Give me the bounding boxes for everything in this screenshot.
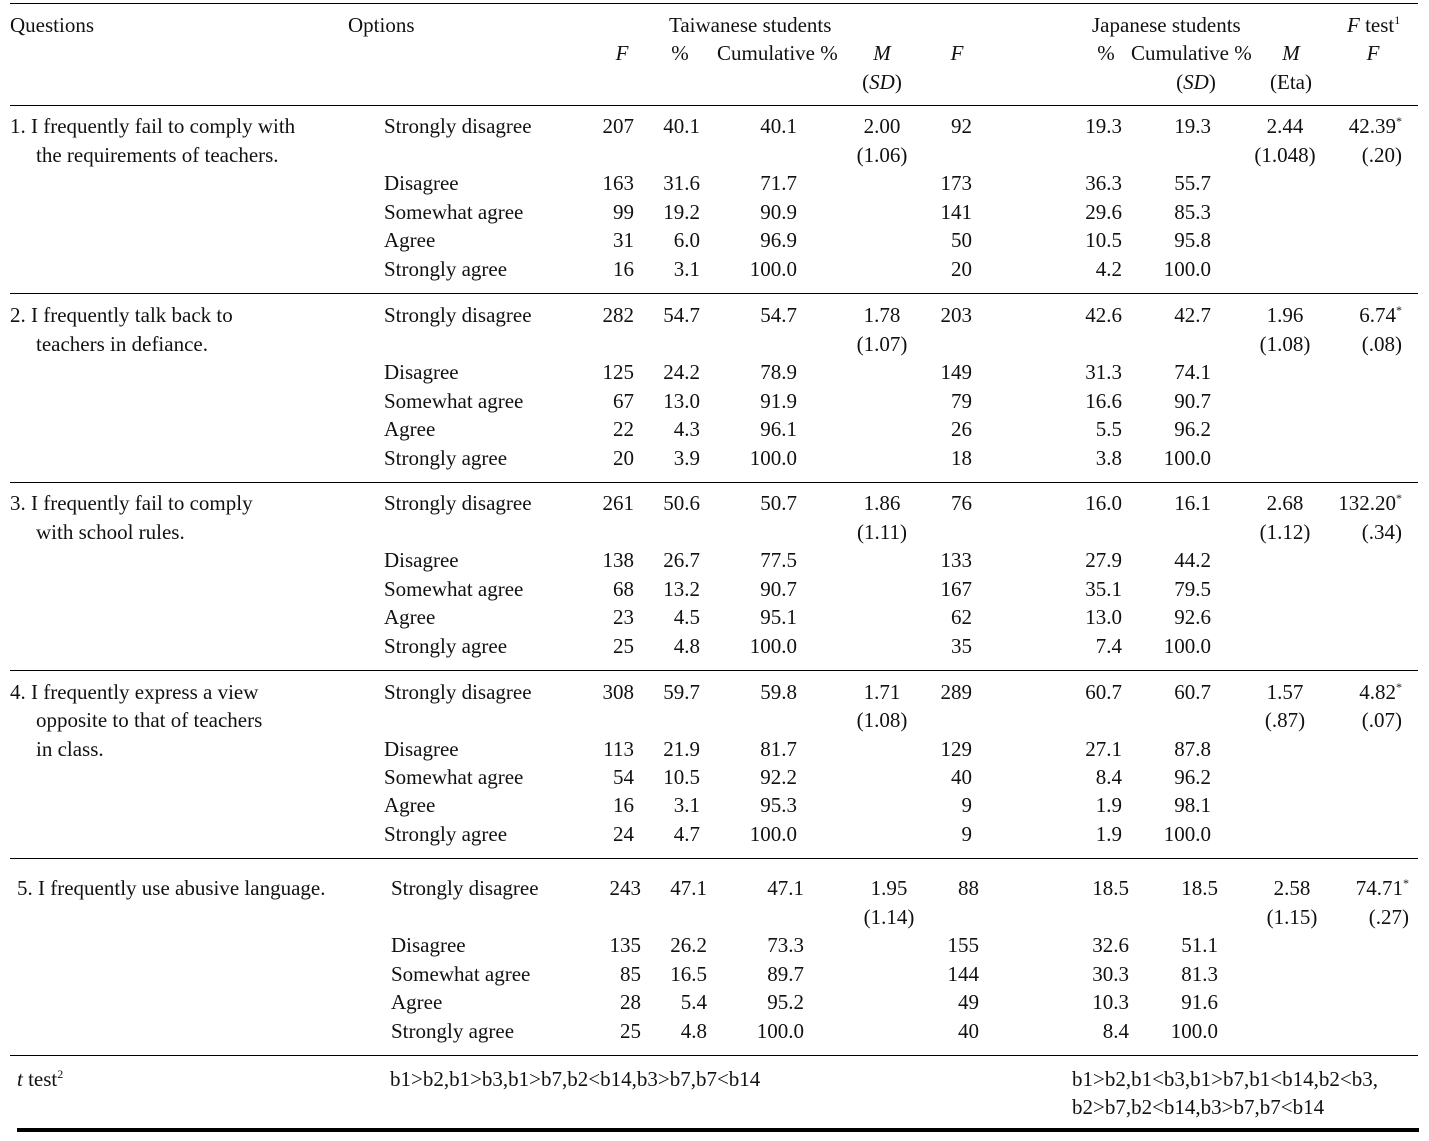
question-text: in class. (36, 736, 104, 761)
jp-frequency: 88 (958, 876, 979, 900)
t-test-taiwanese: b1>b2,b1>b3,b1>b7,b2<b14,b3>b7,b7<b14 (390, 1067, 761, 1091)
option-label: Somewhat agree (391, 961, 531, 986)
f-number: 4.82 (1359, 680, 1396, 704)
question-text: opposite to that of teachers (36, 708, 263, 733)
jp-cumulative: 42.7 (1174, 303, 1211, 327)
significance-star: * (1396, 303, 1402, 317)
option-label: Agree (384, 228, 436, 253)
header-tw-pct: % (671, 41, 689, 65)
tw-frequency: 67 (613, 388, 634, 413)
jp-percent: 1.9 (1095, 821, 1122, 846)
option-label: Agree (384, 605, 436, 630)
jp-cumulative: 19.3 (1174, 114, 1211, 138)
tw-cumulative: 96.9 (760, 228, 797, 253)
f-test-word: test (1359, 13, 1395, 37)
jp-cumulative: 87.8 (1174, 736, 1211, 761)
jp-percent: 35.1 (1085, 576, 1122, 601)
tw-frequency: 28 (620, 990, 641, 1015)
jp-cumulative: 96.2 (1174, 417, 1211, 442)
tw-cumulative: 91.9 (760, 388, 797, 413)
tw-cumulative: 95.2 (767, 990, 804, 1015)
jp-percent: 30.3 (1092, 961, 1129, 986)
f-test-letter: F (1347, 13, 1360, 37)
option-label: Strongly disagree (391, 876, 539, 900)
tw-percent: 40.1 (663, 114, 700, 138)
tw-cumulative: 95.3 (760, 793, 797, 818)
jp-frequency: 76 (951, 491, 972, 515)
question-text: 2. I frequently talk back to (10, 303, 233, 327)
option-label: Strongly disagree (384, 680, 532, 704)
t-test-letter: t (17, 1067, 23, 1091)
jp-cumulative: 90.7 (1174, 388, 1211, 413)
section-rule (10, 670, 1418, 671)
jp-cumulative: 91.6 (1181, 990, 1218, 1015)
tw-frequency: 261 (602, 491, 634, 515)
header-eta: (Eta) (1270, 70, 1312, 94)
tw-percent: 21.9 (663, 736, 700, 761)
jp-frequency: 49 (958, 990, 979, 1015)
eta-value: (.20) (1361, 142, 1402, 167)
jp-cumulative: 85.3 (1174, 199, 1211, 224)
t-test-footnote: 2 (57, 1067, 64, 1081)
question-text: 5. I frequently use abusive language. (17, 876, 326, 900)
tw-frequency: 308 (602, 680, 634, 704)
jp-cumulative: 95.8 (1174, 228, 1211, 253)
jp-percent: 13.0 (1085, 605, 1122, 630)
tw-percent: 5.4 (680, 990, 707, 1015)
jp-percent: 31.3 (1085, 360, 1122, 385)
significance-star: * (1396, 680, 1402, 694)
tw-frequency: 138 (602, 548, 634, 573)
tw-percent: 24.2 (663, 360, 700, 385)
header-f-test (1347, 15, 1400, 36)
t-test-label (17, 1069, 63, 1090)
tw-percent: 16.5 (670, 961, 707, 986)
option-label: Disagree (384, 548, 459, 573)
tw-percent: 13.2 (663, 576, 700, 601)
tw-frequency: 16 (613, 257, 634, 281)
jp-frequency: 167 (940, 576, 972, 601)
jp-percent: 60.7 (1085, 680, 1122, 704)
t-test-word: test (22, 1067, 58, 1091)
header-jp-m: M (1282, 41, 1300, 65)
tw-mean: 1.86 (863, 491, 901, 515)
tw-percent: 26.7 (663, 548, 700, 573)
option-label: Strongly disagree (384, 114, 532, 138)
question-text: the requirements of teachers. (36, 142, 279, 167)
jp-frequency: 40 (958, 1019, 979, 1043)
jp-percent: 16.6 (1085, 388, 1122, 413)
tw-percent: 3.1 (673, 793, 700, 818)
tw-sd: (1.14) (863, 904, 915, 929)
jp-cumulative: 60.7 (1174, 680, 1211, 704)
jp-percent: 36.3 (1085, 171, 1122, 196)
tw-cumulative: 73.3 (767, 933, 804, 958)
tw-sd: (1.11) (857, 519, 907, 544)
option-label: Somewhat agree (384, 764, 524, 789)
tw-percent: 4.8 (673, 634, 700, 658)
tw-cumulative: 90.7 (760, 576, 797, 601)
tw-percent: 4.5 (673, 605, 700, 630)
tw-cumulative: 59.8 (760, 680, 797, 704)
jp-frequency: 144 (947, 961, 979, 986)
tw-cumulative: 77.5 (760, 548, 797, 573)
tw-cumulative: 100.0 (756, 1019, 804, 1043)
jp-percent: 3.8 (1095, 446, 1122, 470)
jp-cumulative: 92.6 (1174, 605, 1211, 630)
question-text: with school rules. (36, 519, 185, 544)
footer-rule (10, 1055, 1418, 1056)
question-text: 4. I frequently express a view (10, 680, 259, 704)
tw-frequency: 282 (602, 303, 634, 327)
header-jp-pct: % (1097, 41, 1115, 65)
jp-percent: 16.0 (1085, 491, 1122, 515)
tw-frequency: 163 (602, 171, 634, 196)
jp-cumulative: 55.7 (1174, 171, 1211, 196)
jp-percent: 27.9 (1085, 548, 1122, 573)
jp-mean: 2.44 (1266, 114, 1304, 138)
jp-frequency: 9 (961, 821, 972, 846)
option-label: Strongly agree (384, 821, 508, 846)
tw-cumulative: 78.9 (760, 360, 797, 385)
header-taiwanese-students: Taiwanese students (669, 13, 832, 37)
jp-mean: 1.57 (1266, 680, 1304, 704)
tw-percent: 26.2 (670, 933, 707, 958)
option-label: Somewhat agree (384, 199, 524, 224)
jp-frequency: 289 (940, 680, 972, 704)
jp-frequency: 203 (940, 303, 972, 327)
jp-sd: (1.12) (1259, 519, 1311, 544)
option-label: Strongly agree (391, 1019, 515, 1043)
option-label: Disagree (391, 933, 466, 958)
section-rule (10, 482, 1418, 483)
header-tw-f: F (615, 41, 629, 65)
jp-percent: 10.5 (1085, 228, 1122, 253)
header-tw-cumulative: Cumulative % (717, 41, 838, 65)
tw-cumulative: 100.0 (749, 634, 797, 658)
tw-frequency: 16 (613, 793, 634, 818)
tw-sd: (1.07) (856, 331, 908, 356)
header-tw-m: M (873, 41, 891, 65)
jp-frequency: 133 (940, 548, 972, 573)
header-rule (10, 105, 1418, 106)
jp-cumulative: 44.2 (1174, 548, 1211, 573)
jp-frequency: 79 (951, 388, 972, 413)
tw-percent: 10.5 (663, 764, 700, 789)
tw-frequency: 85 (620, 961, 641, 986)
option-label: Agree (384, 417, 436, 442)
significance-star: * (1396, 114, 1402, 128)
tw-cumulative: 96.1 (760, 417, 797, 442)
f-value (1349, 116, 1402, 137)
header-questions: Questions (10, 13, 94, 37)
option-label: Agree (391, 990, 443, 1015)
jp-frequency: 18 (951, 446, 972, 470)
jp-sd: (1.08) (1259, 331, 1311, 356)
jp-percent: 32.6 (1092, 933, 1129, 958)
header-tw-sd: (SD) (862, 70, 902, 94)
tw-frequency: 31 (613, 228, 634, 253)
jp-frequency: 155 (947, 933, 979, 958)
jp-percent: 5.5 (1095, 417, 1122, 442)
jp-frequency: 173 (940, 171, 972, 196)
tw-percent: 50.6 (663, 491, 700, 515)
jp-frequency: 26 (951, 417, 972, 442)
section-rule (10, 293, 1418, 294)
option-label: Strongly agree (384, 257, 508, 281)
tw-frequency: 20 (613, 446, 634, 470)
eta-value: (.34) (1361, 519, 1402, 544)
jp-cumulative: 98.1 (1174, 793, 1211, 818)
eta-value: (.08) (1361, 331, 1402, 356)
tw-mean: 2.00 (863, 114, 901, 138)
significance-star: * (1396, 491, 1402, 505)
jp-percent: 1.9 (1095, 793, 1122, 818)
f-value (1338, 493, 1402, 514)
jp-percent: 10.3 (1092, 990, 1129, 1015)
tw-sd: (1.08) (856, 708, 908, 733)
tw-percent: 4.3 (673, 417, 700, 442)
jp-percent: 18.5 (1092, 876, 1129, 900)
option-label: Strongly agree (384, 634, 508, 658)
tw-percent: 4.8 (680, 1019, 707, 1043)
option-label: Disagree (384, 171, 459, 196)
tw-cumulative: 54.7 (760, 303, 797, 327)
tw-frequency: 113 (603, 736, 634, 761)
option-label: Strongly disagree (384, 303, 532, 327)
tw-cumulative: 89.7 (767, 961, 804, 986)
tw-percent: 59.7 (663, 680, 700, 704)
tw-cumulative: 71.7 (760, 171, 797, 196)
tw-frequency: 99 (613, 199, 634, 224)
jp-sd: (.87) (1264, 708, 1306, 733)
tw-percent: 31.6 (663, 171, 700, 196)
tw-cumulative: 100.0 (749, 446, 797, 470)
tw-frequency: 243 (609, 876, 641, 900)
f-value (1359, 305, 1402, 326)
tw-mean: 1.95 (870, 876, 908, 900)
f-number: 42.39 (1348, 114, 1396, 138)
f-value (1356, 878, 1409, 899)
jp-cumulative: 18.5 (1181, 876, 1218, 900)
t-test-japanese-line1: b1>b2,b1<b3,b1>b7,b1<b14,b2<b3, (1072, 1067, 1378, 1091)
significance-star: * (1403, 876, 1409, 890)
tw-frequency: 23 (613, 605, 634, 630)
jp-percent: 7.4 (1095, 634, 1122, 658)
tw-percent: 3.1 (673, 257, 700, 281)
option-label: Strongly disagree (384, 491, 532, 515)
tw-frequency: 54 (613, 764, 634, 789)
jp-frequency: 9 (961, 793, 972, 818)
jp-percent: 19.3 (1085, 114, 1122, 138)
jp-percent: 4.2 (1095, 257, 1122, 281)
jp-cumulative: 16.1 (1174, 491, 1211, 515)
jp-percent: 29.6 (1085, 199, 1122, 224)
tw-mean: 1.78 (863, 303, 901, 327)
jp-frequency: 129 (940, 736, 972, 761)
jp-mean: 1.96 (1266, 303, 1304, 327)
jp-frequency: 35 (951, 634, 972, 658)
tw-cumulative: 81.7 (760, 736, 797, 761)
sd-label: SD (1183, 70, 1209, 94)
f-number: 6.74 (1359, 303, 1396, 327)
f-number: 132.20 (1338, 491, 1396, 515)
jp-percent: 27.1 (1085, 736, 1122, 761)
tw-cumulative: 95.1 (760, 605, 797, 630)
option-label: Somewhat agree (384, 388, 524, 413)
tw-frequency: 25 (613, 634, 634, 658)
jp-cumulative: 100.0 (1163, 634, 1211, 658)
t-test-japanese-line2: b2>b7,b2<b14,b3>b7,b7<b14 (1072, 1095, 1325, 1119)
header-jp-f: F (950, 41, 964, 65)
eta-value: (.07) (1361, 708, 1402, 733)
tw-cumulative: 47.1 (767, 876, 804, 900)
jp-cumulative: 100.0 (1163, 257, 1211, 281)
header-japanese-students: Japanese students (1092, 13, 1241, 37)
option-label: Disagree (384, 360, 459, 385)
option-label: Disagree (384, 736, 459, 761)
f-value (1359, 682, 1402, 703)
f-number: 74.71 (1355, 876, 1403, 900)
f-test-footnote: 1 (1394, 13, 1401, 27)
jp-frequency: 40 (951, 764, 972, 789)
jp-frequency: 141 (940, 199, 972, 224)
tw-frequency: 25 (620, 1019, 641, 1043)
option-label: Agree (384, 793, 436, 818)
header-options: Options (348, 13, 415, 37)
tw-frequency: 125 (602, 360, 634, 385)
tw-percent: 19.2 (663, 199, 700, 224)
jp-cumulative: 74.1 (1174, 360, 1211, 385)
bottom-rule (17, 1128, 1419, 1132)
jp-sd: (1.048) (1254, 142, 1316, 167)
tw-percent: 3.9 (673, 446, 700, 470)
header-f: F (1366, 41, 1380, 65)
tw-percent: 6.0 (673, 228, 700, 253)
tw-percent: 47.1 (670, 876, 707, 900)
tw-cumulative: 40.1 (760, 114, 797, 138)
jp-percent: 42.6 (1085, 303, 1122, 327)
tw-cumulative: 100.0 (749, 257, 797, 281)
tw-frequency: 24 (613, 821, 634, 846)
jp-cumulative: 51.1 (1181, 933, 1218, 958)
jp-cumulative: 100.0 (1163, 446, 1211, 470)
tw-cumulative: 92.2 (760, 764, 797, 789)
tw-frequency: 22 (613, 417, 634, 442)
jp-frequency: 62 (951, 605, 972, 630)
jp-cumulative: 100.0 (1163, 821, 1211, 846)
header-jp-cumulative: Cumulative % (1131, 41, 1252, 65)
jp-percent: 8.4 (1102, 1019, 1129, 1043)
tw-cumulative: 100.0 (749, 821, 797, 846)
tw-sd: (1.06) (856, 142, 908, 167)
jp-cumulative: 79.5 (1174, 576, 1211, 601)
jp-mean: 2.68 (1266, 491, 1304, 515)
tw-frequency: 207 (602, 114, 634, 138)
tw-percent: 54.7 (663, 303, 700, 327)
header-jp-sd: (SD) (1176, 70, 1216, 94)
question-text: 1. I frequently fail to comply with (10, 114, 296, 138)
tw-percent: 4.7 (673, 821, 700, 846)
jp-cumulative: 96.2 (1174, 764, 1211, 789)
section-rule (10, 858, 1418, 859)
jp-cumulative: 100.0 (1170, 1019, 1218, 1043)
jp-sd: (1.15) (1266, 904, 1318, 929)
tw-percent: 13.0 (663, 388, 700, 413)
jp-cumulative: 81.3 (1181, 961, 1218, 986)
jp-frequency: 20 (951, 257, 972, 281)
jp-frequency: 50 (951, 228, 972, 253)
tw-cumulative: 50.7 (760, 491, 797, 515)
option-label: Somewhat agree (384, 576, 524, 601)
sd-label: SD (869, 70, 895, 94)
jp-mean: 2.58 (1273, 876, 1311, 900)
eta-value: (.27) (1368, 904, 1409, 929)
question-text: 3. I frequently fail to comply (10, 491, 253, 515)
tw-mean: 1.71 (863, 680, 901, 704)
tw-frequency: 68 (613, 576, 634, 601)
top-rule (10, 3, 1418, 4)
question-text: teachers in defiance. (36, 331, 208, 356)
tw-cumulative: 90.9 (760, 199, 797, 224)
tw-frequency: 135 (609, 933, 641, 958)
option-label: Strongly agree (384, 446, 508, 470)
jp-percent: 8.4 (1095, 764, 1122, 789)
jp-frequency: 149 (940, 360, 972, 385)
jp-frequency: 92 (951, 114, 972, 138)
